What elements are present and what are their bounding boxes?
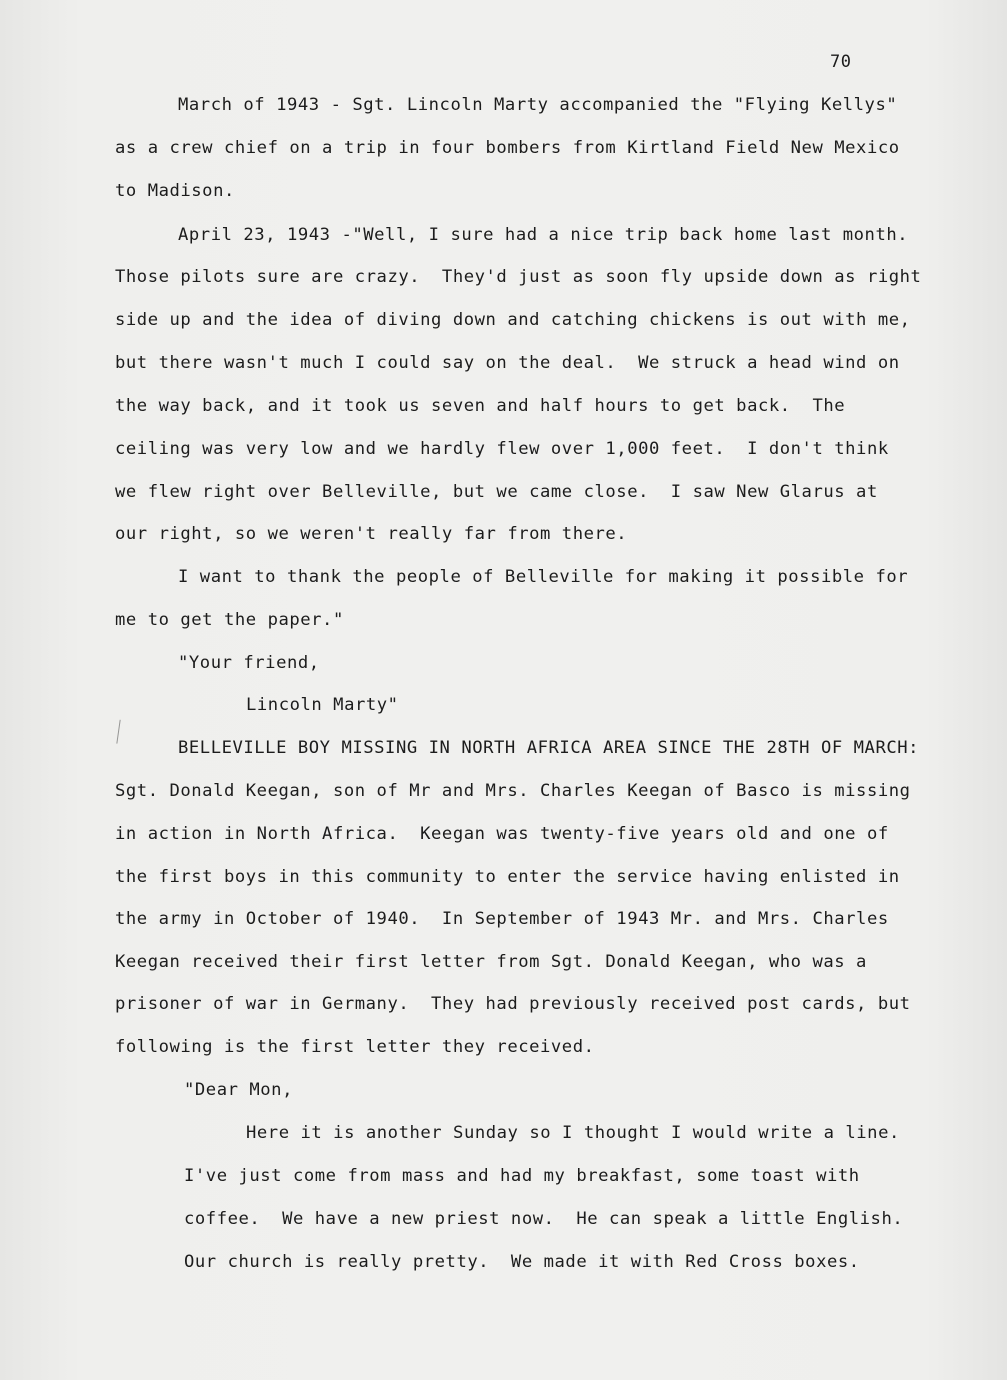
text-line: but there wasn't much I could say on the deal. We struck a head wind on	[115, 353, 900, 373]
text-line: the army in October of 1940. In September of 1943 Mr. and Mrs. Charles	[115, 909, 889, 929]
text-line: I've just come from mass and had my breakfast, some toast with	[184, 1166, 860, 1186]
text-line: Those pilots sure are crazy. They'd just as soon fly upside down as right	[115, 267, 922, 287]
letter-signature: Lincoln Marty"	[246, 695, 399, 715]
text-line: the first boys in this community to enter the service having enlisted in	[115, 867, 900, 887]
text-line: to Madison.	[115, 181, 235, 201]
text-line: me to get the paper."	[115, 610, 344, 630]
text-line: the way back, and it took us seven and half hours to get back. The	[115, 396, 846, 416]
text-line: ceiling was very low and we hardly flew over 1,000 feet. I don't think	[115, 439, 889, 459]
text-line: as a crew chief on a trip in four bombers from Kirtland Field New Mexico	[115, 138, 900, 158]
text-line: prisoner of war in Germany. They had previously received post cards, but	[115, 994, 911, 1014]
letter-closing: "Your friend,	[178, 653, 320, 673]
text-line: March of 1943 - Sgt. Lincoln Marty accompanied the "Flying Kellys"	[178, 95, 898, 115]
text-line: April 23, 1943 -"Well, I sure had a nice trip back home last month.	[178, 225, 909, 245]
text-line: side up and the idea of diving down and catching chickens is out with me,	[115, 310, 911, 330]
letter-greeting: "Dear Mon,	[184, 1080, 293, 1100]
text-line: Here it is another Sunday so I thought I would write a line.	[246, 1123, 900, 1143]
page-number: 70	[830, 52, 852, 72]
text-line: following is the first letter they received.	[115, 1037, 595, 1057]
text-line: Sgt. Donald Keegan, son of Mr and Mrs. Charles Keegan of Basco is missing	[115, 781, 911, 801]
text-line: coffee. We have a new priest now. He can speak a little English.	[184, 1209, 904, 1229]
section-heading: BELLEVILLE BOY MISSING IN NORTH AFRICA AREA SINCE THE 28TH OF MARCH:	[178, 738, 920, 758]
margin-pencil-mark	[116, 720, 124, 744]
text-line: we flew right over Belleville, but we came close. I saw New Glarus at	[115, 482, 878, 502]
text-line: Our church is really pretty. We made it with Red Cross boxes.	[184, 1252, 860, 1272]
text-line: our right, so we weren't really far from there.	[115, 524, 628, 544]
text-line: Keegan received their first letter from Sgt. Donald Keegan, who was a	[115, 952, 867, 972]
text-line: I want to thank the people of Belleville for making it possible for	[178, 567, 909, 587]
text-line: in action in North Africa. Keegan was twenty-five years old and one of	[115, 824, 889, 844]
